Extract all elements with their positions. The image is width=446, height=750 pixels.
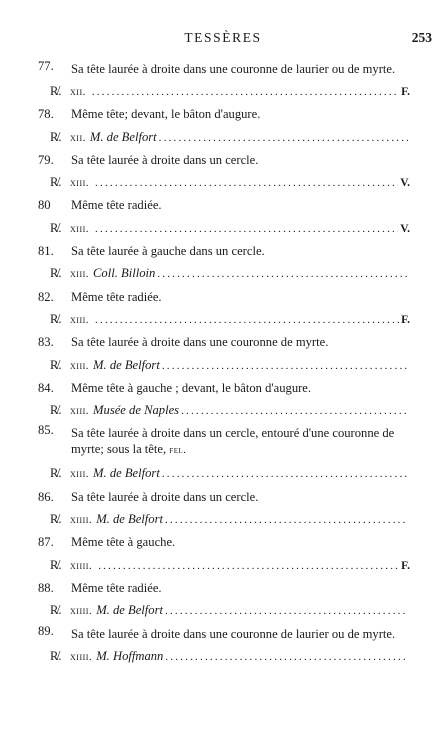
collection: M. de Belfort [96, 512, 163, 527]
reverse-symbol: R̸. [50, 466, 62, 481]
catalogue-entry [38, 149, 410, 195]
entry-number: 79. [38, 152, 54, 167]
leader-dots [95, 309, 399, 331]
reverse-symbol: R̸. [50, 266, 62, 281]
entry-text: Même tête radiée. [71, 580, 162, 595]
entry-reverse [38, 599, 410, 622]
leader-dots [157, 263, 408, 285]
reverse-numeral: xiii. [70, 313, 90, 326]
collection: M. Hoffmann [96, 648, 164, 663]
entry-description [38, 486, 410, 508]
entry-description [38, 577, 410, 599]
entry-reverse [38, 399, 410, 422]
catalogue-entry [38, 331, 410, 377]
entry-reverse [38, 80, 410, 103]
reverse-symbol: R̸. [50, 512, 62, 527]
leader-dots [98, 555, 399, 577]
reverse-description [70, 554, 96, 577]
reverse-symbol: R̸. [50, 603, 62, 618]
collection: Coll. Billoin [93, 266, 156, 281]
entry-reverse [38, 171, 410, 194]
leader-dots [165, 646, 408, 668]
leader-dots [165, 600, 408, 622]
entry-text: Sa tête laurée à droite dans une couronne de laurier ou de myrte. [71, 626, 396, 641]
reverse-numeral: xiii. [70, 222, 90, 235]
reverse-symbol: R̸. [50, 220, 62, 235]
reverse-symbol: R̸. [50, 311, 62, 326]
entry-reverse [38, 217, 410, 240]
reverse-numeral: xiiii. [70, 605, 93, 618]
leader-dots [165, 509, 408, 531]
reverse-symbol: R̸. [50, 403, 62, 418]
page-number: 253 [411, 30, 432, 45]
reverse-description [70, 262, 155, 285]
reverse-description [70, 308, 93, 331]
entry-description [38, 531, 410, 553]
catalogue-entry [38, 623, 410, 668]
reverse-numeral: xiii. [70, 268, 90, 281]
reverse-description [70, 399, 179, 422]
entry-text: Même tête à gauche. [71, 535, 176, 550]
entry-description [38, 377, 410, 399]
entry-description [38, 422, 410, 462]
entry-reverse [38, 262, 410, 285]
catalogue-entry [38, 377, 410, 423]
entry-text: Sa tête laurée à droite dans un cercle. [71, 489, 259, 504]
entry-reverse [38, 462, 410, 485]
reverse-numeral: xii. [70, 131, 86, 144]
reverse-description [70, 80, 90, 103]
entry-description [38, 194, 410, 216]
rarity-mark: V. [400, 177, 410, 190]
leader-dots [181, 400, 408, 422]
entry-number: 80 [38, 198, 51, 213]
leader-dots [162, 463, 408, 485]
entry-number: 88. [38, 580, 54, 595]
reverse-numeral: xiii. [70, 405, 90, 418]
catalogue-entry [38, 577, 410, 623]
reverse-numeral: xiiii. [70, 650, 93, 663]
entry-text: Sa tête laurée à droite dans un cercle, entouré d'une couronne de myrte; sous la tête, [71, 426, 395, 457]
reverse-symbol: R̸. [50, 557, 62, 572]
entry-number: 86. [38, 489, 54, 504]
entry-description [38, 103, 410, 125]
entry-description [38, 149, 410, 171]
reverse-symbol: R̸. [50, 357, 62, 372]
collection: Musée de Naples [93, 403, 180, 418]
entry-number: 85. [38, 423, 54, 438]
entry-number: 83. [38, 335, 54, 350]
reverse-numeral: xiii. [70, 177, 90, 190]
entry-description [38, 623, 410, 645]
catalogue-entry [38, 486, 410, 532]
reverse-symbol: R̸. [50, 129, 62, 144]
reverse-numeral: xii. [70, 86, 86, 98]
entry-reverse [38, 354, 410, 377]
entry-text: Même tête radiée. [71, 198, 162, 213]
entry-number: 84. [38, 380, 54, 395]
leader-dots [95, 218, 398, 240]
entry-text: Même tête; devant, le bâton d'augure. [71, 107, 261, 122]
rarity-mark: F. [401, 559, 410, 572]
entry-number: 89. [38, 623, 54, 638]
inscription: fel. [169, 445, 187, 457]
catalogue-entry [38, 240, 410, 286]
reverse-numeral: xiiii. [70, 559, 93, 572]
reverse-symbol: R̸. [50, 648, 62, 663]
entry-text: Sa tête laurée à gauche dans un cercle. [71, 244, 265, 259]
entry-number: 77. [38, 59, 54, 73]
reverse-description [70, 508, 163, 531]
reverse-description [70, 217, 93, 240]
entry-number: 78. [38, 107, 54, 122]
catalogue-entry [38, 422, 410, 485]
catalogue-entry [38, 58, 410, 103]
entry-text: Sa tête laurée à droite dans une couronne de myrte. [71, 335, 329, 350]
reverse-description [70, 354, 160, 377]
entry-reverse [38, 308, 410, 331]
entry-number: 81. [38, 244, 54, 259]
entry-description [38, 331, 410, 353]
reverse-description [70, 171, 93, 194]
reverse-description [70, 462, 160, 485]
leader-dots [92, 81, 399, 103]
reverse-numeral: xiii. [70, 359, 90, 372]
entry-number: 87. [38, 535, 54, 550]
entry-text: Sa tête laurée à droite dans un cercle. [71, 152, 259, 167]
entry-text: Même tête radiée. [71, 289, 162, 304]
leader-dots [95, 172, 398, 194]
reverse-numeral: xiii. [70, 468, 90, 481]
entry-number: 82. [38, 289, 54, 304]
entry-reverse [38, 645, 410, 668]
page-header [0, 30, 446, 50]
rarity-mark: F. [401, 86, 410, 98]
catalogue-entry [38, 103, 410, 149]
reverse-description [70, 599, 163, 622]
catalogue-entry [38, 286, 410, 332]
entry-reverse [38, 126, 410, 149]
leader-dots [162, 355, 408, 377]
entry-text: Sa tête laurée à droite dans une couronne de laurier ou de myrte. [71, 62, 396, 76]
entry-reverse [38, 508, 410, 531]
reverse-description [70, 645, 163, 668]
reverse-numeral: xiiii. [70, 514, 93, 527]
collection: M. de Belfort [89, 129, 157, 144]
collection: M. de Belfort [93, 357, 160, 372]
leader-dots [159, 127, 408, 149]
rarity-mark: F. [401, 313, 410, 326]
entry-text: Même tête à gauche ; devant, le bâton d'augure. [71, 380, 312, 395]
entry-description [38, 58, 410, 80]
reverse-symbol: R̸. [50, 175, 62, 190]
catalogue-entries [38, 58, 410, 668]
collection: M. de Belfort [93, 466, 160, 481]
running-title: TESSÈRES [184, 30, 262, 45]
entry-description [38, 240, 410, 262]
rarity-mark: V. [400, 222, 410, 235]
entry-reverse [38, 554, 410, 577]
catalogue-entry [38, 531, 410, 577]
catalogue-entry [38, 194, 410, 240]
reverse-description [70, 126, 157, 149]
collection: M. de Belfort [96, 603, 163, 618]
reverse-symbol: R̸. [50, 84, 62, 98]
entry-description [38, 286, 410, 308]
